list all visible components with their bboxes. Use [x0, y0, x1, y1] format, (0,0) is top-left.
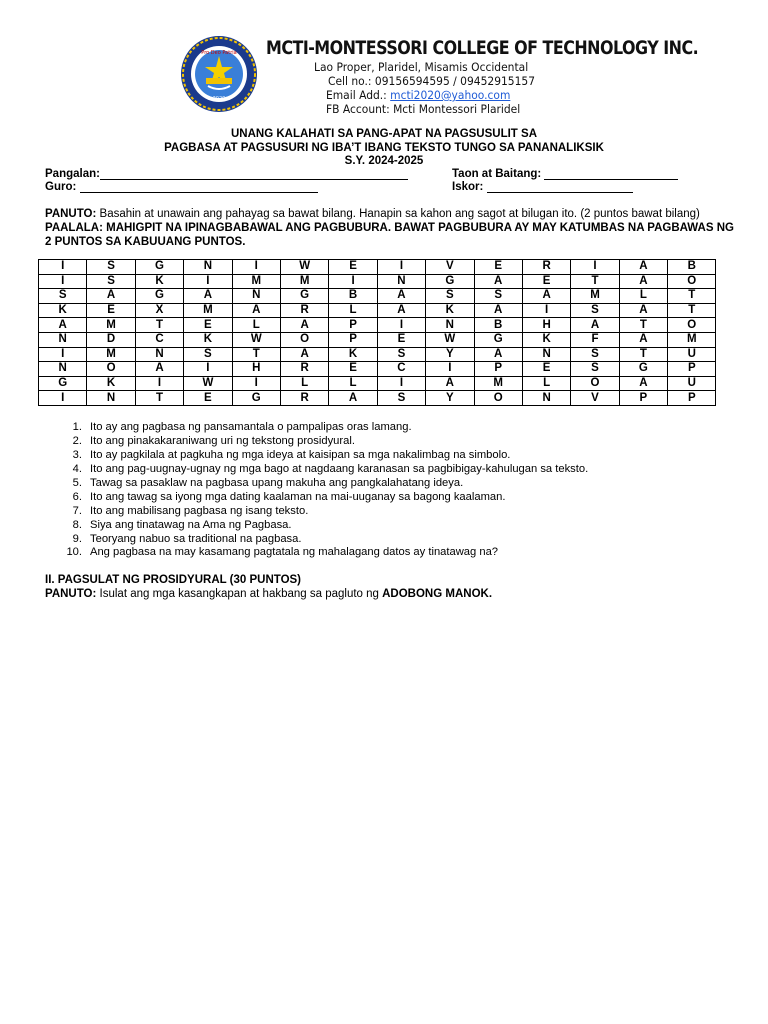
- grid-cell[interactable]: Y: [426, 347, 474, 362]
- grid-cell[interactable]: F: [571, 332, 619, 347]
- grid-cell[interactable]: N: [135, 347, 183, 362]
- grid-cell[interactable]: V: [571, 391, 619, 406]
- grid-cell[interactable]: A: [619, 274, 667, 289]
- grid-cell[interactable]: O: [280, 332, 328, 347]
- grid-cell[interactable]: M: [474, 376, 522, 391]
- iskor-label: Iskor:: [452, 181, 484, 193]
- grid-row: [39, 347, 716, 362]
- grid-cell[interactable]: I: [39, 391, 87, 406]
- question-list: [45, 421, 588, 560]
- grid-cell[interactable]: P: [668, 391, 716, 406]
- grid-cell[interactable]: K: [184, 332, 232, 347]
- grid-cell[interactable]: I: [426, 362, 474, 377]
- grid-cell[interactable]: B: [329, 289, 377, 304]
- grid-cell[interactable]: A: [232, 303, 280, 318]
- school-cell: Cell no.: 09156594595 / 09452915157: [328, 74, 536, 88]
- pangalan-line[interactable]: [100, 168, 408, 180]
- grid-cell[interactable]: T: [571, 274, 619, 289]
- list-item: [45, 435, 588, 449]
- grid-cell[interactable]: S: [377, 347, 425, 362]
- taon-line[interactable]: [544, 168, 678, 180]
- list-item: [45, 505, 588, 519]
- grid-cell[interactable]: G: [232, 391, 280, 406]
- grid-cell[interactable]: I: [39, 347, 87, 362]
- list-item: [45, 533, 588, 547]
- list-item: [45, 477, 588, 491]
- grid-row: [39, 303, 716, 318]
- grid-row: [39, 318, 716, 333]
- item-text: Siya ang tinatawag na Ama ng Pagbasa.: [90, 518, 292, 531]
- grid-cell[interactable]: T: [232, 347, 280, 362]
- grid-cell[interactable]: R: [280, 391, 328, 406]
- grid-cell[interactable]: O: [668, 318, 716, 333]
- list-item: [45, 491, 588, 505]
- grid-cell[interactable]: A: [522, 289, 570, 304]
- grid-cell[interactable]: E: [184, 318, 232, 333]
- item-text: Ito ang pinakakaraniwang uri ng tekstong prosidyural.: [90, 434, 355, 447]
- item-text: Ito ay ang pagbasa ng pansamantala o pampalipas oras lamang.: [90, 421, 412, 433]
- grid-cell[interactable]: O: [571, 376, 619, 391]
- grid-cell[interactable]: K: [522, 332, 570, 347]
- grid-cell[interactable]: T: [619, 318, 667, 333]
- grid-cell[interactable]: E: [329, 260, 377, 275]
- list-item: [45, 546, 588, 560]
- grid-cell[interactable]: M: [280, 274, 328, 289]
- grid-cell[interactable]: I: [39, 260, 87, 275]
- school-address: Lao Proper, Plaridel, Misamis Occidental: [314, 60, 529, 74]
- school-email-line: [326, 88, 510, 102]
- grid-cell[interactable]: K: [135, 274, 183, 289]
- grid-cell[interactable]: X: [135, 303, 183, 318]
- list-item: [45, 449, 588, 463]
- pangalan-field: [45, 168, 408, 180]
- paalala: PAALALA: MAHIGPIT NA IPINAGBABAWAL ANG PAGBUBURA. BAWAT PAGBUBURA AY MAY KATUMBAS NA PAGBAWAS NG 2 PUNTOS SA KABUUANG PUNTOS.: [45, 222, 734, 248]
- grid-cell[interactable]: L: [329, 303, 377, 318]
- grid-cell[interactable]: S: [87, 260, 135, 275]
- section2-panuto-label: PANUTO:: [45, 588, 97, 600]
- grid-cell[interactable]: W: [280, 260, 328, 275]
- grid-cell[interactable]: E: [377, 332, 425, 347]
- grid-cell[interactable]: K: [39, 303, 87, 318]
- grid-row: [39, 274, 716, 289]
- grid-cell[interactable]: W: [184, 376, 232, 391]
- grid-cell[interactable]: A: [280, 318, 328, 333]
- grid-cell[interactable]: G: [39, 376, 87, 391]
- list-item: [45, 463, 588, 477]
- grid-cell[interactable]: H: [522, 318, 570, 333]
- grid-cell[interactable]: I: [571, 260, 619, 275]
- grid-cell[interactable]: I: [184, 274, 232, 289]
- grid-cell[interactable]: M: [87, 347, 135, 362]
- grid-cell[interactable]: T: [619, 347, 667, 362]
- item-number: 5.: [72, 476, 82, 489]
- grid-cell[interactable]: C: [377, 362, 425, 377]
- grid-cell[interactable]: G: [619, 362, 667, 377]
- grid-cell[interactable]: W: [426, 332, 474, 347]
- grid-cell[interactable]: A: [619, 260, 667, 275]
- grid-cell[interactable]: N: [522, 391, 570, 406]
- exam-title-line1: UNANG KALAHATI SA PANG-APAT NA PAGSUSULIT SA: [230, 128, 538, 140]
- iskor-line[interactable]: [487, 181, 633, 193]
- grid-cell[interactable]: G: [135, 289, 183, 304]
- grid-cell[interactable]: A: [39, 318, 87, 333]
- item-text: Teoryang nabuo sa traditional na pagbasa.: [90, 532, 302, 545]
- grid-cell[interactable]: A: [474, 274, 522, 289]
- grid-cell[interactable]: M: [184, 303, 232, 318]
- grid-cell[interactable]: B: [668, 260, 716, 275]
- grid-cell[interactable]: E: [329, 362, 377, 377]
- grid-cell[interactable]: S: [377, 391, 425, 406]
- grid-cell[interactable]: B: [474, 318, 522, 333]
- panuto: [45, 208, 700, 220]
- grid-cell[interactable]: K: [329, 347, 377, 362]
- item-number: 3.: [72, 448, 82, 461]
- grid-cell[interactable]: P: [329, 318, 377, 333]
- grid-cell[interactable]: I: [377, 318, 425, 333]
- grid-cell[interactable]: K: [87, 376, 135, 391]
- grid-cell[interactable]: T: [668, 289, 716, 304]
- grid-cell[interactable]: L: [232, 318, 280, 333]
- word-search-grid: [38, 259, 716, 406]
- grid-cell[interactable]: V: [426, 260, 474, 275]
- grid-cell[interactable]: A: [135, 362, 183, 377]
- school-seal-icon: [178, 34, 260, 114]
- grid-cell[interactable]: I: [329, 274, 377, 289]
- item-text: Ito ay pagkilala at pagkuha ng mga ideya at kaisipan sa mga nakalimbag na simbolo.: [90, 448, 511, 461]
- item-text: Ito ang pag-uugnay-ugnay ng mga bago at nagdaang karanasan sa pagbibigay-kahulugan sa teksto.: [90, 462, 589, 475]
- iskor-field: [452, 181, 633, 193]
- grid-cell[interactable]: A: [619, 303, 667, 318]
- grid-cell[interactable]: H: [232, 362, 280, 377]
- grid-cell[interactable]: I: [232, 260, 280, 275]
- section2-panuto-text: Isulat ang mga kasangkapan at hakbang sa pagluto ng: [96, 588, 383, 600]
- grid-cell[interactable]: A: [619, 376, 667, 391]
- grid-cell[interactable]: R: [280, 303, 328, 318]
- grid-cell[interactable]: G: [280, 289, 328, 304]
- guro-label: Guro:: [45, 181, 77, 193]
- grid-cell[interactable]: S: [571, 303, 619, 318]
- item-number: 4.: [72, 462, 82, 475]
- grid-cell[interactable]: I: [377, 376, 425, 391]
- grid-cell[interactable]: A: [474, 303, 522, 318]
- grid-cell[interactable]: U: [668, 376, 716, 391]
- list-item: [45, 421, 588, 435]
- grid-row: [39, 289, 716, 304]
- grid-cell[interactable]: D: [87, 332, 135, 347]
- grid-cell[interactable]: W: [232, 332, 280, 347]
- grid-cell[interactable]: M: [571, 289, 619, 304]
- school-year: S.Y. 2024-2025: [344, 155, 424, 167]
- grid-cell[interactable]: M: [232, 274, 280, 289]
- grid-cell[interactable]: C: [135, 332, 183, 347]
- grid-cell[interactable]: A: [280, 347, 328, 362]
- taon-field: [452, 168, 678, 180]
- grid-cell[interactable]: A: [329, 391, 377, 406]
- letterhead: [178, 34, 699, 116]
- grid-cell[interactable]: R: [280, 362, 328, 377]
- item-text: Ito ang tawag sa iyong mga dating kaalaman na mai-uuganay sa bagong kaalaman.: [90, 490, 506, 503]
- grid-cell[interactable]: A: [377, 289, 425, 304]
- grid-cell[interactable]: E: [87, 303, 135, 318]
- grid-cell[interactable]: G: [135, 260, 183, 275]
- grid-cell[interactable]: E: [522, 274, 570, 289]
- grid-cell[interactable]: S: [184, 347, 232, 362]
- grid-cell[interactable]: U: [668, 347, 716, 362]
- list-item: [45, 519, 588, 533]
- panuto-text: Basahin at unawain ang pahayag sa bawat bilang. Hanapin sa kahon ang sagot at bilugan ito. (2 puntos bawat bilang): [96, 208, 700, 220]
- grid-cell[interactable]: M: [668, 332, 716, 347]
- item-number: 2.: [72, 434, 82, 447]
- guro-field: [45, 181, 318, 193]
- grid-cell[interactable]: P: [619, 391, 667, 406]
- section2-heading: II. PAGSULAT NG PROSIDYURAL (30 PUNTOS): [45, 574, 302, 586]
- grid-row: [39, 332, 716, 347]
- school-name: MCTI-MONTESSORI COLLEGE OF TECHNOLOGY INC.: [266, 38, 699, 59]
- grid-row: [39, 260, 716, 275]
- grid-cell[interactable]: I: [377, 260, 425, 275]
- grid-cell[interactable]: S: [426, 289, 474, 304]
- taon-label: Taon at Baitang:: [452, 168, 542, 180]
- grid-cell[interactable]: O: [474, 391, 522, 406]
- pangalan-label: Pangalan:: [45, 168, 100, 180]
- grid-cell[interactable]: O: [668, 274, 716, 289]
- grid-cell[interactable]: P: [474, 362, 522, 377]
- section2-dish: ADOBONG MANOK.: [382, 588, 493, 600]
- item-number: 8.: [72, 518, 82, 531]
- grid-cell[interactable]: T: [668, 303, 716, 318]
- grid-cell[interactable]: S: [571, 347, 619, 362]
- panuto-label: PANUTO:: [45, 208, 97, 220]
- grid-cell[interactable]: S: [39, 289, 87, 304]
- grid-cell[interactable]: L: [522, 376, 570, 391]
- grid-cell[interactable]: T: [135, 391, 183, 406]
- grid-cell[interactable]: P: [668, 362, 716, 377]
- grid-cell[interactable]: I: [184, 362, 232, 377]
- grid-cell[interactable]: E: [184, 391, 232, 406]
- grid-cell[interactable]: R: [522, 260, 570, 275]
- grid-cell[interactable]: I: [135, 376, 183, 391]
- grid-cell[interactable]: S: [474, 289, 522, 304]
- grid-cell[interactable]: A: [377, 303, 425, 318]
- grid-cell[interactable]: A: [184, 289, 232, 304]
- grid-cell[interactable]: G: [426, 274, 474, 289]
- item-text: Ito ang mabilisang pagbasa ng isang teksto.: [90, 504, 309, 517]
- grid-cell[interactable]: T: [135, 318, 183, 333]
- seal-motto: Pro Deo Patria: [201, 50, 237, 56]
- item-number: 6.: [72, 490, 82, 503]
- grid-cell[interactable]: N: [426, 318, 474, 333]
- grid-cell[interactable]: O: [87, 362, 135, 377]
- grid-cell[interactable]: A: [474, 347, 522, 362]
- school-fb: FB Account: Mcti Montessori Plaridel: [326, 102, 521, 116]
- grid-cell[interactable]: E: [474, 260, 522, 275]
- item-text: Tawag sa pasaklaw na pagbasa upang makuha ang pangkalahatang ideya.: [90, 476, 464, 489]
- email-label: Email Add.:: [326, 88, 391, 102]
- grid-cell[interactable]: S: [571, 362, 619, 377]
- grid-row: [39, 362, 716, 377]
- grid-cell[interactable]: G: [474, 332, 522, 347]
- grid-cell[interactable]: S: [87, 274, 135, 289]
- email-link[interactable]: mcti2020@yahoo.com: [390, 88, 511, 102]
- grid-cell[interactable]: N: [87, 391, 135, 406]
- grid-cell[interactable]: N: [39, 362, 87, 377]
- grid-cell[interactable]: K: [426, 303, 474, 318]
- grid-cell[interactable]: A: [87, 289, 135, 304]
- grid-row: [39, 376, 716, 391]
- grid-cell[interactable]: I: [522, 303, 570, 318]
- seal-year: 2020: [212, 96, 226, 102]
- grid-cell[interactable]: L: [619, 289, 667, 304]
- grid-cell[interactable]: N: [184, 260, 232, 275]
- grid-cell[interactable]: Y: [426, 391, 474, 406]
- grid-cell[interactable]: A: [426, 376, 474, 391]
- grid-row: [39, 391, 716, 406]
- grid-cell[interactable]: L: [329, 376, 377, 391]
- item-number: 9.: [72, 532, 82, 545]
- grid-cell[interactable]: I: [39, 274, 87, 289]
- grid-cell[interactable]: N: [522, 347, 570, 362]
- grid-cell[interactable]: N: [39, 332, 87, 347]
- grid-cell[interactable]: E: [522, 362, 570, 377]
- grid-cell[interactable]: N: [232, 289, 280, 304]
- section2-panuto: [45, 588, 492, 600]
- guro-line[interactable]: [80, 181, 318, 193]
- item-number: 10.: [66, 546, 82, 559]
- grid-cell[interactable]: L: [280, 376, 328, 391]
- grid-cell[interactable]: N: [377, 274, 425, 289]
- grid-cell[interactable]: A: [619, 332, 667, 347]
- grid-cell[interactable]: A: [571, 318, 619, 333]
- exam-title-line2: PAGBASA AT PAGSUSURI NG IBA’T IBANG TEKSTO TUNGO SA PANANALIKSIK: [164, 142, 604, 154]
- item-number: 1.: [72, 421, 82, 433]
- grid-cell[interactable]: I: [232, 376, 280, 391]
- item-number: 7.: [72, 504, 82, 517]
- grid-cell[interactable]: M: [87, 318, 135, 333]
- item-text: Ang pagbasa na may kasamang pagtatala ng mahalagang datos ay tinatawag na?: [90, 546, 499, 559]
- grid-cell[interactable]: P: [329, 332, 377, 347]
